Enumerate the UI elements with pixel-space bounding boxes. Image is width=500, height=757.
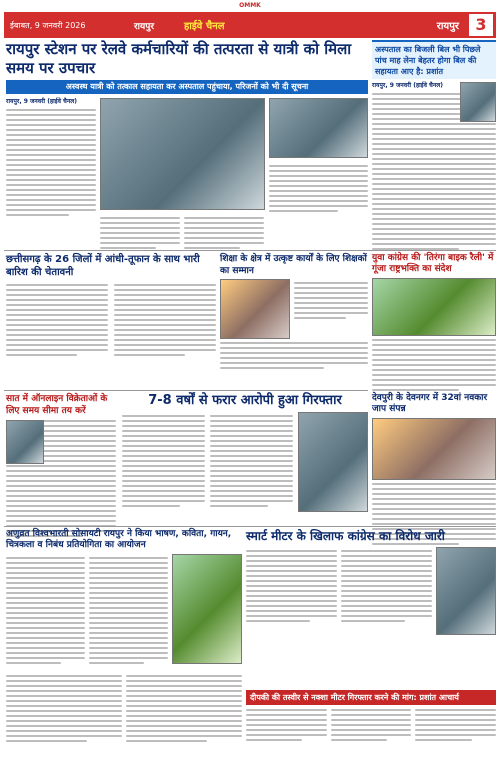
section-divider-2 — [4, 390, 368, 391]
teachers-headline: शिक्षा के क्षेत्र में उत्कृष्ट कार्यों के लिए शिक्षकों का सम्मान — [220, 254, 367, 276]
lead-body-col-3 — [184, 214, 264, 252]
devpuri-photo — [372, 418, 496, 480]
lead-body-col-1 — [6, 98, 96, 219]
arrest-story — [122, 393, 368, 512]
online-sellers-portrait — [6, 420, 44, 464]
lead-headline: रायपुर स्टेशन पर रेलवे कर्मचारियों की तत्परता से यात्री को मिला समय पर उपचार — [6, 40, 352, 77]
lead-body-col-4 — [269, 162, 368, 215]
issue-date: ईबाबत, 9 जनवरी 2026 — [10, 20, 86, 30]
lead-subheadline: अस्वस्थ यात्री को तत्काल सहायता कर अस्पताल पहुंचाया, परिजनों को भी दी सूचना — [6, 80, 368, 94]
page-header — [4, 12, 496, 38]
competition-headline: अणुव्रत विश्वभारती सोसायटी रायपुर ने किया भाषण, कविता, गायन, चित्रकला व निबंध प्रतियोगिता का आयोजन — [6, 529, 232, 550]
right-top-dateline: रायपुर, 9 जनवरी (हाईवे चैनल) — [372, 82, 444, 89]
right-top-portrait — [460, 82, 496, 122]
rain-headline: छत्तीसगढ़ के 26 जिलों में आंधी-तूफान के साथ भारी बारिश की चेतावनी — [6, 254, 200, 278]
smart-meter-photo — [436, 547, 496, 635]
masthead-brand — [0, 0, 500, 12]
youth-rally-headline: युवा कांग्रेस की 'तिरंगा बाइक रैली' में गूंजा राष्ट्रभक्ति का संदेश — [372, 253, 494, 274]
devpuri-story — [372, 393, 496, 548]
page-number: 3 — [469, 14, 493, 36]
smart-meter-headline: स्मार्ट मीटर के खिलाफ कांग्रेस का विरोध जारी — [246, 529, 445, 543]
devpuri-headline: देवपुरी के देवनगर में 32वां नवकार जाप संपन्न — [372, 393, 488, 414]
lead-photo-station — [269, 98, 368, 158]
smart-meter-story — [246, 529, 496, 635]
right-top-story — [372, 40, 496, 253]
arrest-photo — [298, 412, 368, 512]
youth-rally-story — [372, 253, 496, 394]
online-sellers-story — [6, 393, 116, 540]
bottom-story-headline-bar: दीपकी की तस्वीर से नक्शा मीटर गिरफ्तार करने की मांग: प्रशांत आचार्य — [246, 690, 496, 705]
lead-dateline: रायपुर, 9 जनवरी (हाईवे चैनल) — [6, 98, 78, 105]
bottom-story-body — [246, 706, 496, 744]
competition-story-continued — [6, 672, 242, 745]
teachers-photo — [220, 279, 290, 339]
online-sellers-headline: सात में ऑनलाइन विक्रेताओं के लिए समय सीमा तय करें — [6, 394, 108, 416]
rain-story — [6, 253, 216, 359]
newspaper-title: हाईवे चैनल — [184, 21, 225, 32]
brand-logo-text: OMMK — [239, 2, 261, 9]
edition-city-right: रायपुर — [436, 21, 459, 32]
arrest-headline: 7-8 वर्षों से फरार आरोपी हुआ गिरफ्तार — [148, 393, 342, 408]
lead-photo-railway-staff — [100, 98, 265, 210]
section-divider-1 — [4, 250, 496, 251]
edition-city-left: रायपुर — [134, 21, 155, 32]
section-divider-3 — [4, 526, 496, 527]
competition-story — [6, 529, 242, 667]
teachers-story — [220, 253, 368, 372]
lead-body-col-2 — [100, 214, 180, 252]
competition-photo — [172, 554, 242, 664]
right-top-headline: अस्पताल का बिजली बिल भी पिछले पांच माह लेना बेहतर होगा बिल की सहायता आए है: प्रशांत — [372, 40, 496, 79]
youth-rally-photo — [372, 278, 496, 336]
